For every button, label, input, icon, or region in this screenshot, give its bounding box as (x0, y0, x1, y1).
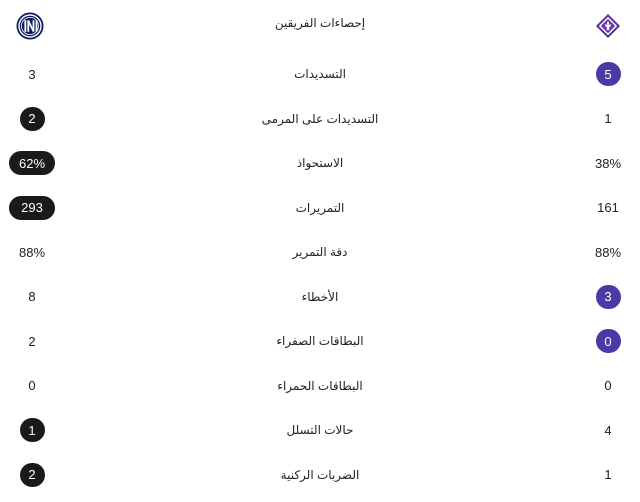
away-value-cell (576, 141, 640, 186)
away-value-cell (576, 364, 640, 409)
home-value-cell (0, 275, 64, 320)
home-value-cell (0, 408, 64, 453)
stat-label: حالات التسلل (286, 423, 354, 438)
stat-row (0, 230, 640, 275)
inter-logo-icon[interactable] (16, 12, 44, 40)
stat-row (0, 319, 640, 364)
away-value-cell (576, 453, 640, 498)
away-value-cell (576, 408, 640, 453)
stat-label: البطاقات الصفراء (276, 334, 364, 349)
home-value-cell (0, 141, 64, 186)
home-stat-value: 3 (28, 66, 36, 82)
away-stat-value: 1 (604, 467, 612, 483)
stat-label: الاستحواذ (296, 156, 344, 171)
stat-label: التمريرات (295, 200, 345, 215)
stat-row (0, 97, 640, 142)
stat-row (0, 408, 640, 453)
away-stat-value: 88% (594, 244, 622, 260)
home-stat-value: 8 (28, 289, 36, 305)
home-value-cell (0, 52, 64, 97)
away-stat-value: 0 (596, 329, 621, 353)
stat-label: الضربات الركنية (280, 467, 360, 482)
away-value-cell (576, 230, 640, 275)
home-value-cell (0, 453, 64, 498)
stat-row (0, 364, 640, 409)
stat-row (0, 275, 640, 320)
away-value-cell (576, 319, 640, 364)
stat-label: الأخطاء (301, 289, 339, 304)
home-stat-value: 1 (20, 418, 45, 442)
stat-label: التسديدات على المرمى (261, 111, 379, 126)
fiorentina-logo-icon[interactable] (594, 12, 622, 40)
stat-label: التسديدات (294, 67, 346, 82)
stat-row (0, 186, 640, 231)
stat-row (0, 453, 640, 498)
home-value-cell (0, 364, 64, 409)
away-stat-value: 3 (596, 285, 621, 309)
away-stat-value: 1 (604, 111, 612, 127)
stats-list (0, 52, 640, 497)
stat-row (0, 141, 640, 186)
home-stat-value: 88% (18, 244, 46, 260)
away-stat-value: 38% (594, 155, 622, 171)
home-stat-value: 62% (9, 151, 55, 175)
away-stat-value: 5 (596, 62, 621, 86)
home-value-cell (0, 319, 64, 364)
away-stat-value: 161 (597, 200, 619, 216)
away-value-cell (576, 52, 640, 97)
home-stat-value: 2 (28, 333, 36, 349)
home-value-cell (0, 186, 64, 231)
stat-row (0, 52, 640, 97)
home-stat-value: 2 (20, 463, 45, 487)
stats-header (0, 0, 640, 52)
away-value-cell (576, 97, 640, 142)
stat-label: البطاقات الحمراء (277, 378, 363, 393)
stat-label: دقة التمرير (292, 245, 348, 260)
header-title: إحصاءات الفريقين (274, 16, 366, 30)
home-value-cell (0, 230, 64, 275)
away-value-cell (576, 186, 640, 231)
home-stat-value: 0 (28, 378, 36, 394)
home-stat-value: 293 (9, 196, 55, 220)
home-stat-value: 2 (20, 107, 45, 131)
away-value-cell (576, 275, 640, 320)
away-stat-value: 4 (604, 422, 612, 438)
home-value-cell (0, 97, 64, 142)
away-stat-value: 0 (604, 378, 612, 394)
